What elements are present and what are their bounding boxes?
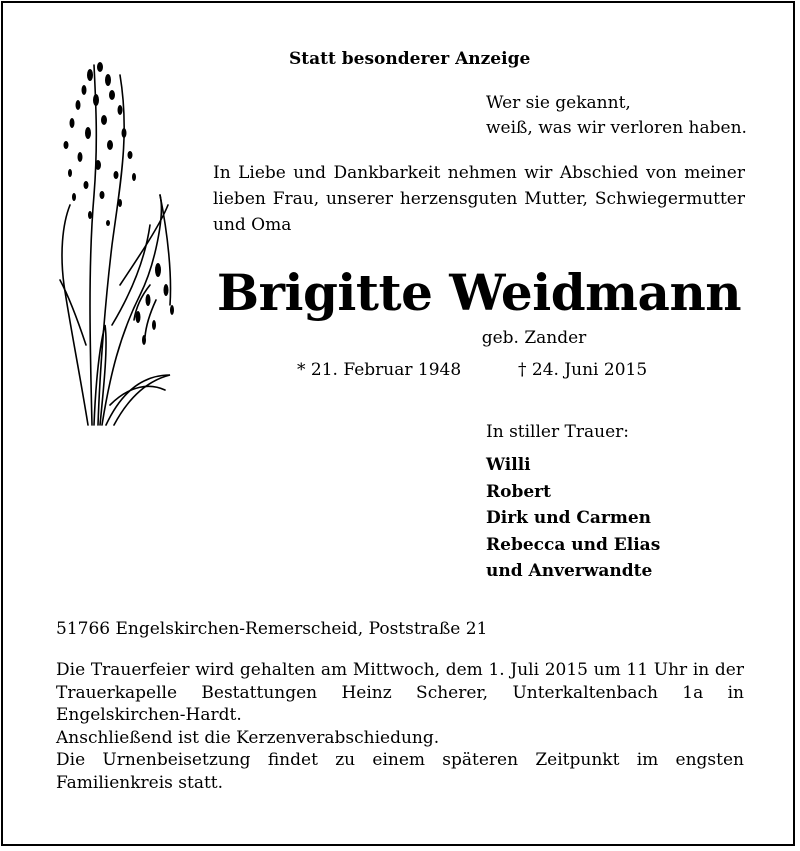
address: 51766 Engelskirchen-Remerscheid, Poststraße 21 <box>56 619 488 639</box>
ceremony-paragraph: Die Urnenbeisetzung findet zu einem späteren Zeitpunkt im engsten Familienkreis statt. <box>56 750 744 793</box>
grass-stalk-icon <box>50 45 200 430</box>
death-date: † 24. Juni 2015 <box>518 360 648 380</box>
ceremony-details <box>56 659 744 794</box>
birth-date: * 21. Februar 1948 <box>297 360 462 380</box>
mourner: und Anverwandte <box>486 561 653 581</box>
deceased-name: Brigitte Weidmann <box>216 263 742 322</box>
birth-name: geb. Zander <box>481 328 587 348</box>
quote-line: Wer sie gekannt, <box>486 93 631 113</box>
quote-line: weiß, was wir verloren haben. <box>486 118 747 138</box>
mourning-title: In stiller Trauer: <box>486 422 629 442</box>
quote <box>486 91 747 141</box>
notice-header: Statt besonderer Anzeige <box>289 49 531 69</box>
ceremony-paragraph: Anschließend ist die Kerzenverabschiedung. <box>56 727 440 748</box>
mourner: Robert <box>486 481 551 502</box>
intro-text: In Liebe und Dankbarkeit nehmen wir Abschied von meiner lieben Frau, unserer herzensguten Mutter, Schwiegermutter und Oma <box>213 163 745 235</box>
mourner: Dirk und Carmen <box>486 508 652 528</box>
mourner: Willi <box>486 455 531 475</box>
mourner: Rebecca und Elias <box>486 534 661 555</box>
mourners-list <box>486 452 660 585</box>
ceremony-paragraph: Die Trauerfeier wird gehalten am Mittwoch, dem 1. Juli 2015 um 11 Uhr in der Trauerkapelle Bestattungen Heinz Scherer, Unterkaltenbach 1a in Engelskirchen-Hardt. <box>56 660 744 725</box>
